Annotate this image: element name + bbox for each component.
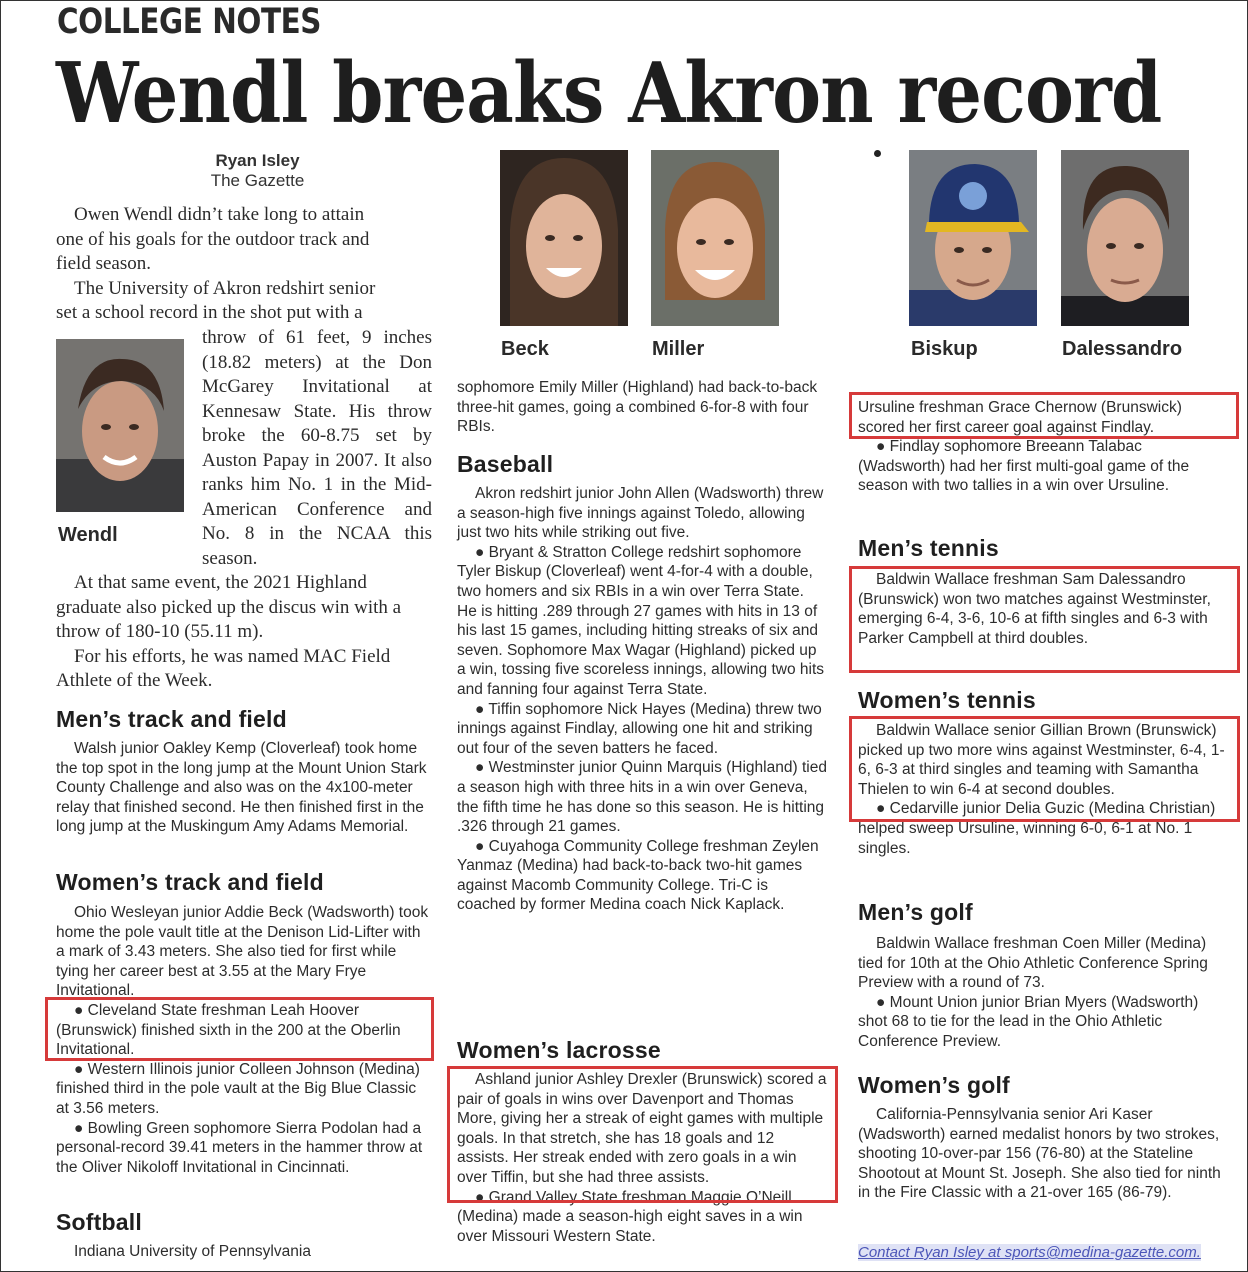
softball-cont — [457, 378, 827, 437]
byline — [160, 151, 355, 191]
contact-email-link[interactable]: Contact Ryan Isley at sports@medina-gazette.com. — [858, 1244, 1201, 1261]
section-title-mens-track: Men’s track and field — [56, 706, 287, 732]
caption-miller: Miller — [652, 338, 705, 360]
baseball-body — [457, 484, 827, 915]
paragraph-highlighted: Baldwin Wallace freshman Sam Dalessandro (Brunswick) won two matches against Westminster, emerging 6-4, 3-6, 10-6 at fifth singles and 6-3 with Parker Campbell at third doubles. — [858, 571, 1211, 647]
section-title-womens-golf: Women’s golf — [858, 1072, 1010, 1098]
lead-line: set a school record in the shot put with a — [56, 302, 363, 323]
section-title-softball: Softball — [56, 1209, 142, 1235]
contact-line — [858, 1244, 1201, 1262]
paragraph-highlighted: Baldwin Wallace senior Gillian Brown (Brunswick) picked up two more wins against Westminster, 6-4, 1-6, 6-3 at third singles and teaming with Samantha Thielen to win 6-4 at second doubles. — [858, 722, 1225, 798]
dalessandro-photo — [1061, 150, 1189, 326]
wendl-photo — [56, 339, 184, 512]
paragraph: ● Bryant & Stratton College redshirt sophomore Tyler Biskup (Cloverleaf) went 4-for-4 with a double, two homers and six RBIs in a win over Terra State. He is hitting .289 through 27 games with hits in 13 of his last 15 games, including hitting streaks of six and seven. Sophomore Max Wagar (Highland) picked up a win, tossing five scoreless innings, allowing two hits and fanning four against Terra State. — [457, 543, 827, 700]
paragraph-highlighted: ● Cleveland State freshman Leah Hoover (Brunswick) finished sixth in the 200 at the Oberlin Invitational. — [56, 1001, 432, 1060]
section-title-mens-tennis: Men’s tennis — [858, 535, 999, 561]
softball-body — [56, 1242, 432, 1262]
caption-wendl: Wendl — [58, 524, 118, 546]
lead-line: The University of Akron redshirt senior — [74, 277, 376, 299]
paragraph: Walsh junior Oakley Kemp (Cloverleaf) took home the top spot in the long jump at the Mount Union Stark County Challenge and also was on the 4x100-meter relay that finished second. He then finished first in the long jump at the Muskingum Amy Adams Memorial. — [56, 740, 427, 836]
paragraph: ● Western Illinois junior Colleen Johnson (Medina) finished third in the pole vault at the Big Blue Classic at 3.56 meters. — [56, 1060, 432, 1119]
paragraph: ● Grand Valley State freshman Maggie O’Neill (Medina) made a season-high eight saves in a win over Missouri Western State. — [457, 1188, 827, 1247]
paragraph-highlighted: Ursuline freshman Grace Chernow (Brunswick) scored her first career goal against Findlay. — [858, 399, 1182, 436]
section-title-baseball: Baseball — [457, 451, 554, 477]
paragraph: ● Westminster junior Quinn Marquis (Highland) tied a season high with three hits in a win over Geneva, the fifth time he has done so this season. He is hitting .326 through 21 games. — [457, 758, 827, 836]
highlight-box-chernow — [849, 392, 1239, 439]
highlight-box-hoover — [45, 997, 434, 1061]
womens-golf-body — [858, 1105, 1230, 1203]
paragraph: Baldwin Wallace freshman Coen Miller (Medina) tied for 10th at the Ohio Athletic Conference Spring Preview with a round of 73. — [858, 935, 1208, 992]
mens-track-body — [56, 739, 432, 837]
section-title-womens-tennis: Women’s tennis — [858, 687, 1036, 713]
lead-wrap: throw of 61 feet, 9 inches (18.82 meters) at the Don McGarey Invitational at Kennesaw State. His throw broke the 60-8.75 set by Auston Papay in 2007. It also ranks him No. 1 in the Mid-American Conference and No. 8 in the NCAA this season. — [202, 327, 432, 569]
paragraph: sophomore Emily Miller (Highland) had back-to-back three-hit games, going a combined 6-for-8 with four RBIs. — [457, 379, 818, 436]
mens-golf-body — [858, 934, 1230, 1052]
highlight-box-drexler — [447, 1066, 838, 1203]
paragraph: ● Findlay sophomore Breeann Talabac (Wadsworth) had her first multi-goal game of the season with two tallies in a win over Ursuline. — [858, 437, 1230, 496]
section-title-womens-track: Women’s track and field — [56, 869, 324, 895]
paragraph: Indiana University of Pennsylvania — [74, 1243, 311, 1260]
lead-line: Owen Wendl didn’t take long to attain — [74, 204, 365, 225]
paragraph: ● Cuyahoga Community College freshman Zeylen Yanmaz (Medina) had back-to-back two-hit games against Macomb Community College. Tri-C is coached by former Medina coach Nick Kaplack. — [457, 837, 827, 915]
paragraph: ● Mount Union junior Brian Myers (Wadsworth) shot 68 to tie for the lead in the Ohio Athletic Conference Preview. — [858, 993, 1230, 1052]
lead-bottom — [56, 571, 432, 694]
lead-line: field season. — [56, 253, 151, 274]
beck-photo — [500, 150, 628, 326]
paragraph: Ohio Wesleyan junior Addie Beck (Wadsworth) took home the pole vault title at the Denison Lid-Lifter with a mark of 3.43 meters. She also tied for first while tying her career best at 3.55 at the Mary Frye Invitational. — [56, 904, 429, 1000]
paragraph: ● Bowling Green sophomore Sierra Podolan had a personal-record 39.41 meters in the hammer throw at the Oliver Nikoloff Invitational in Cincinnati. — [56, 1119, 432, 1178]
miller-photo — [651, 150, 779, 326]
paragraph: Akron redshirt junior John Allen (Wadsworth) threw a season-high five innings against Toledo, allowing just two hits while striking out five. — [457, 485, 824, 542]
highlight-box-brown — [849, 716, 1240, 822]
lead-p5: For his efforts, he was named MAC Field Athlete of the Week. — [56, 645, 391, 691]
biskup-photo — [909, 150, 1037, 326]
byline-outlet: The Gazette — [210, 171, 305, 190]
paragraph-highlighted: Ashland junior Ashley Drexler (Brunswick) scored a pair of goals in wins over Davenport and Thomas More, giving her a streak of eight games with multiple goals. In that stretch, she has 18 goals and 12 assists. Her streak ended with zero goals in a win over Tiffin, but she had three assists. — [457, 1071, 827, 1186]
lead-line: one of his goals for the outdoor track and — [56, 228, 370, 250]
lead-p4: At that same event, the 2021 Highland graduate also picked up the discus win with a throw of 180-10 (55.11 m). — [56, 572, 402, 642]
caption-biskup: Biskup — [911, 338, 978, 360]
paragraph: ● Cedarville junior Delia Guzic (Medina Christian) helped sweep Ursuline, winning 6-0, 6-1 at No. 1 singles. — [858, 799, 1230, 858]
caption-beck: Beck — [501, 338, 549, 360]
bullet-dot — [874, 150, 881, 157]
byline-author: Ryan Isley — [215, 151, 300, 170]
highlight-box-dalessandro — [849, 566, 1240, 673]
section-title-womens-lacrosse: Women’s lacrosse — [457, 1037, 661, 1063]
headline: Wendl breaks Akron record — [56, 44, 1162, 142]
section-title-mens-golf: Men’s golf — [858, 899, 973, 925]
kicker: COLLEGE NOTES — [57, 2, 322, 42]
caption-dalessandro: Dalessandro — [1062, 338, 1183, 360]
paragraph: ● Tiffin sophomore Nick Hayes (Medina) threw two innings against Findlay, allowing one hit and striking out four of the seven batters he faced. — [457, 700, 827, 759]
paragraph: California-Pennsylvania senior Ari Kaser (Wadsworth) earned medalist honors by two strokes, shooting 10-over-par 156 (76-80) at the Stateline Shootout at Mount St. Joseph. She also tied for ninth in the Fire Classic with a 21-over 165 (86-79). — [858, 1106, 1221, 1202]
lead-top — [56, 203, 432, 326]
